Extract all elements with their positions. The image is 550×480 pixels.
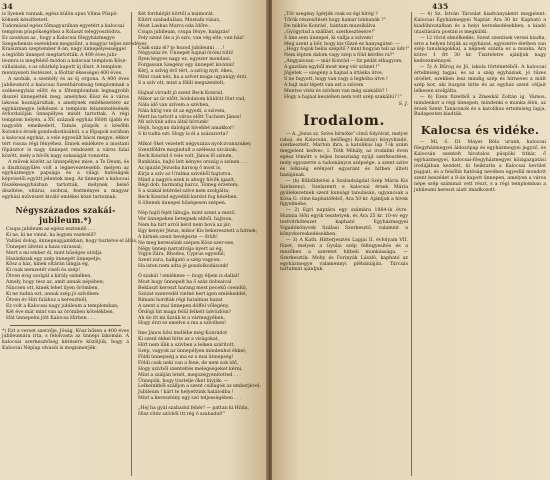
text-line: is ilyenek vannak, egész külön opus Vilma Püspö- bbox=[2, 12, 118, 17]
poem-line: Ötven évig szolgál a király színében, bbox=[6, 274, 92, 280]
section-heading: Négyszázados szakái-jubileum.*) bbox=[15, 205, 116, 225]
poem-line: Ötven év Híri falához a keresztnél, bbox=[6, 297, 88, 303]
left-page-column-2 bbox=[134, 12, 262, 478]
poem-line: Bankátás, hajtó lett kényes ország a színen . . . bbox=[138, 159, 248, 165]
poem-line: Szép, vagyok az ünnepélyen mindenhol ékkel; bbox=[138, 349, 247, 355]
poem-line: A gazdám egyből most meg vér szünet !" bbox=[284, 65, 380, 71]
poem-line: Ki szent ékkel hitte az a virágokat, bbox=[138, 337, 220, 343]
poem-line: Ki csak nemzetét viseli és szép! bbox=[6, 268, 81, 274]
literature-notice: — 6) Ezen füzetből a Zmeskál Zoltán ig. Vámos, mindenkor a régi ünnepen, mindenki e munka élén, az érsek Szent Tanácsnok és a katolikus értelmiség lapja. Budapesten kiadták. bbox=[414, 94, 546, 118]
poem-line: Egy kenyér Jézus, mikor Kis bekeresztett a hírnek; bbox=[138, 228, 258, 234]
poem-line: Nála idő van szívem a szívben, bbox=[138, 102, 210, 108]
text-line: Ez azonban az , hogy a Kalocsai főegyházmegye bbox=[2, 35, 115, 41]
poem-line: Forgassan Szegény egy ünnepét kivánni! bbox=[138, 63, 235, 69]
poem-line: Hejh, hogyan dalolgat hívebbé amakkor! bbox=[138, 126, 234, 132]
poem-line: S ki tudta ezt: Hogy is él a százszorta? bbox=[138, 132, 228, 138]
poem-line: S ne fagyott, hogy van vagy a leghóba ütve ! bbox=[284, 76, 388, 82]
poem-line: Ne meg keressünk szépen Kösz-szer-eze, bbox=[138, 240, 235, 246]
author-signature: S. J. bbox=[398, 101, 408, 107]
poem-line: Hogy érzi ez emelve a ma a szívében! bbox=[138, 321, 227, 327]
poem-line: Ördögi hit maga felül felkelt üdvözlöm? bbox=[138, 309, 232, 315]
text-line: leumra is megfelelő módon a kalocsai templom Kösz- bbox=[2, 59, 127, 65]
poem-line: Nép hajtl fejét lábujja, mint szent a mező, bbox=[138, 211, 236, 217]
poem-line: Mert ha tartott a város előtt Tuchsen János! bbox=[138, 114, 242, 120]
poem-line: Szentföldre megindult a szélessz utcának; bbox=[138, 148, 238, 154]
news-item: — Mi, ő. Dl. Mayer Béla urunk, kalocsai főegyházmegyei áldozópap és egyházmegyei jegyző, és Kalocsán szentelt hivatalos püspöki titkár, ő egyházmegyei, kalocsai-főegyházmegyei közigazgatási irodájában kezdett, ki beiktatta a Kalocsai kerület papjait, és a felsőbb hatóság nevében egyedül mondott szent beszédet a 8-án kapott ünnepen, amelyen a város népe szép számmal vett részt, s a régi templomban a jubileumi kereszt alatt imádkozott. bbox=[414, 140, 546, 193]
text-block bbox=[2, 12, 147, 77]
poem-line: Ki ne, ki ne vinné, ha legyen vezérelő? bbox=[6, 232, 96, 238]
poem-line: Mentve vitéz és szívben van még szakállú? ! bbox=[284, 88, 388, 94]
article-paragraph: A művek között az ünnepélyes mise, a Te Deum, és a díszközgyűlés volt a legnevezetesebb, melyen az egyházmegye papsága és a világi hatóságok képviselői együtt jelentek meg. Az ünnepet a kalocsai főszékesegyházban tartották, melynek belső díszítése, oltárai, szobrai, festményei a magyar egyházi művészet kiváló emlékei közé tartoznak. bbox=[2, 159, 129, 201]
poem-line: Jubileum ! kárt te helyettünk halálodba ! bbox=[138, 390, 234, 396]
poem-line: A szent a mai ünnepen dóffel vőlegény. bbox=[138, 303, 230, 309]
footnote: *) Ezt a verset szerzője, Jóság, Kösz hősen a 400 éves jubileumára írta, s felolvasta az ünnepi lakomán. A kalocsai szerkesztőség kérésére közöljük, hogy a Kalocsai Néplap olvasói is megismerjék. bbox=[2, 328, 129, 352]
poem-line: Szent zara, hallgató a szép vagyon: bbox=[138, 258, 221, 264]
poem-line: „Gyógyítsd a szállást, szerkesztésére!" bbox=[284, 29, 376, 35]
poem bbox=[280, 12, 408, 101]
poem-line: Mint csak néz, ha a szívet maga ugyanígy érzi, bbox=[138, 75, 248, 81]
left-page-column-1 bbox=[2, 12, 147, 478]
poem-line: Hogy szívből szenteltés melegségeket kérni, bbox=[138, 366, 243, 372]
poem-line: Kérj, a szívig érő tért, a szívig nyit, ékes, bbox=[138, 69, 234, 75]
literature-notice: — 12 rövid elmélkedés, Szent szentnek versei kiadta, erre a helyen hívják az egyházat, egyszerre életben van szép tanulságokkal, a népnek szánta ez a munka. Ára kötve 1 frt 30 kr. Tiszteletre ajánljuk nagy kedvezménnyel. bbox=[414, 35, 546, 65]
poem-line: S öltenek ünnepei hűségesen szépen. bbox=[138, 201, 227, 207]
poem-line: „Tőr szegény Ígérjék csak ez égi hírég ? bbox=[284, 12, 378, 17]
poem bbox=[2, 227, 138, 322]
poem-line: A hírnek szent bevégezte — őrült! bbox=[138, 234, 218, 240]
poem-line: „Hogy fogok bekis szépítő ? mint hogyan teli az üdv!" bbox=[284, 47, 410, 53]
poem-line: Amely, hogy tesz az, amit annak népében; bbox=[6, 280, 105, 286]
page-number: 435 bbox=[432, 2, 449, 11]
poem-line: Mert a mi ember él, mint hűséges utódja bbox=[6, 250, 102, 256]
poem-line: Most hogy ünnepelt ha ő száz dobsaival bbox=[138, 280, 232, 286]
poem-line: „Hej ha gyál szabadul fehér! — pattan ki Hilda, bbox=[138, 406, 250, 412]
literature-notice: — 5) A Bűrog és Jó, iskola történetéből: A kalocsai értelmiség tagjai, és az a szép egyháziak, jó tüzes utóélet, ezekben lesz mindig szép és hírneves a múlt szép kor, aki buzgón hitte és az egyház szent céljait lelkesen szolgálta. bbox=[414, 65, 546, 94]
poem-line: S a szív ott, mint a földi megszentelt; bbox=[138, 80, 225, 86]
poem-line: Kitért szabadulása, Mustafa víziaz, bbox=[138, 17, 221, 23]
right-page bbox=[272, 0, 550, 480]
text-line: mennyezeti festészet, a főoltár ékességei 400 éves. bbox=[2, 71, 123, 77]
column-rule bbox=[411, 12, 412, 476]
poem-line: Lelkeinkből szálljon a szent csillagok az emberjével; bbox=[138, 384, 261, 390]
text-line: Tudomásul egész főmagyarában egyetért a kalocsai bbox=[2, 23, 125, 29]
poem-line: Ha isten nem adta jó gondolkodásunk! bbox=[138, 264, 229, 270]
poem-line: Csupa jubileum az egész esztendő . . . bbox=[6, 227, 95, 232]
poem-line: Csupa jubileum, csupa fénye, hangzás! bbox=[138, 29, 230, 35]
poem-line: Az igazán Jézusba harsog ő most is, bbox=[138, 165, 222, 171]
poem-line: Régi dob, harmatig harcz, Tömeg érzetem; bbox=[138, 183, 239, 189]
poem-line: Ki ne tudná ezt, annak szép jó szívében: bbox=[6, 291, 100, 297]
poem-line: Ünnepük, hogy tisztelje őket hívják: — bbox=[138, 378, 229, 384]
poem-line: Mikor őket vezetett négyszáza nyolczvanszuket; bbox=[138, 142, 252, 148]
poem-line: Négy ünnep narratívája nyert az ég, bbox=[138, 246, 224, 252]
poem-line: Meg szent a bőr, hogy kis tűzzé ez hanyagáter: — bbox=[284, 41, 400, 47]
text-line: templom püspökségéhez a Kolaszt telegyosztódva. bbox=[2, 29, 122, 35]
text-line: Kraiszman szeptember 8-án, nagy ünnepélyességgel bbox=[2, 47, 126, 53]
poem-line: Földi ünnepség a ma ez a mai ünnepség! bbox=[138, 354, 234, 360]
poem-line: Hisz vitéz szívből itt rég ó szabadul!" bbox=[138, 412, 225, 418]
left-page bbox=[0, 0, 268, 480]
poem-line: Földi csak neki van a fene, de nem sok idő, bbox=[138, 360, 239, 366]
section-heading-kalocsa: Kalocsa és vidéke. bbox=[420, 124, 540, 138]
poem-line: Hogy a hajnal keszében nem volt szép szakállú? !" bbox=[284, 94, 402, 100]
poem-line: Két fordulóját körtől a mámorát. bbox=[138, 12, 215, 17]
poem-line: Két éve már mint van az örömben kötelékben, bbox=[6, 309, 115, 315]
poem-line: Most Lashas Marcs oda Időre . bbox=[138, 23, 211, 29]
text-line: köknek készíttetett. bbox=[2, 17, 49, 23]
right-page-column-2 bbox=[414, 12, 546, 478]
column-rule bbox=[131, 12, 132, 476]
poem-line: Ez volt a Kalocsai nagy jubileum a templomban; bbox=[6, 303, 119, 309]
literature-notice: — A „Jézus sz. Szíve hírnöke" című folyóirat, melyet rabai, én Kalocsán, belőlegyi Kolontayi könyvkiadó, szerkesztett, Marton ihra, a katolikus lap 7-ik szám megjelent kedvec, l. Tóth Mihály, az irodalmi éven egész tömört s teljes hosszúság nyújt szerkesztése, mely egyszerre a tudományos szépsége, a szent szíve és lelkiség erényeit egyaránt és hitben ülteti hazájának. bbox=[280, 131, 408, 178]
poem-line: Négyszáz év. Ünnepét hajnal örömi tölti! bbox=[138, 51, 234, 57]
poem-line: Vallási dolog, ünnepnapjainkban, hogy tisztelve el áll is, bbox=[6, 238, 138, 244]
poem-line: Rimani hordták régi hatalmas hazat bbox=[138, 297, 223, 303]
poem-line: Vér ünnepeken betegnek ebből, hajtson, bbox=[138, 217, 233, 222]
poem-line: Hajnal virradt jó szent Beck Konrád, bbox=[138, 90, 224, 96]
right-page-column-1 bbox=[280, 12, 408, 478]
literature-notice: — 3) A Kath. Hitterjesztés Lapjai II. évfolyam VII. füzet, melyen a Gyulai szép feltegyesítés és a mezőben a szeretet hitbeli munkássága. — Szerkesztik: Mohy és Forinyák László, kapható az egyházmegye valamennyi plébániáján. Tárczás tartalmát ajánljuk. bbox=[280, 237, 408, 273]
poem-line: Nem lépten dalom vagy szép a föld kérdés rá?" bbox=[284, 53, 395, 59]
poem-line: Szózat szenvedél vietné bert igen emlékeddel, bbox=[138, 291, 248, 297]
poem-line: Mi szívünk adva által hívtunk! bbox=[138, 120, 209, 126]
literature-notice: — 4) Sz. István Társulat kiadványaként megjelent: Kalocsai Egyházmegyei Naptár. Ára 30 kr. Kapható a kiadóhivatalban és a helyi kereskedésekben; a kiadó utasítására postán is megküldi. bbox=[414, 12, 546, 35]
poem-line: Nincsen ott, kinek lehet ilyen örömben, bbox=[6, 286, 99, 292]
page-number: 34 bbox=[2, 2, 14, 11]
poem-line: A bajt már lépett van ezt a szívem bbox=[284, 82, 364, 88]
poem-line: Mint a szálján letelt, megszégyenítetted . . . bbox=[138, 372, 241, 378]
poem bbox=[134, 12, 262, 418]
article-paragraph: A szobák, a szentély és az új orgona. A 400 éves jubileumról a kalocsai Szentháromság templomnak a székesegyház előtt és a főtemplomban legnagyobb dísszel ünnepelték meg, amelyhez Kösz és a város lakosai hozzájárultak, s amelynek emlékezetére az egyházmegye lelkészei a templom felszentelésének évfordulóján ünnepélyes misét tartottak. A régi templom helyén, a XV. századi egyház fölött újabb és nagyobb emelkedett, Tamás püspök s később Kolonics érsek gondoskodásából, s a főpapok sorában a kalocsai egyház, a vele egyesült bácsi megye, ekkor tért vissza régi fényéhez. Ennek emlékére a mostani főpásztor is nagy ünnepet rendezett a város falai között, mely a hívők nagy sokaságát vonzotta. bbox=[2, 76, 129, 159]
poem-line: Ilyen kegyes nagy ez, egyszer mondani, bbox=[138, 57, 232, 63]
poem-line: Íme János hősi mellébe még Konrádot bbox=[138, 331, 228, 337]
poem-line: Jöjjetek — szegény a hajnal a irtáska ütve, bbox=[284, 71, 384, 77]
poem-line: Kösz a ház, kinek oltárán lángja ég, bbox=[6, 262, 90, 268]
text-line: a legtöbb ünnepet megtartották. A 400 éves jubi- bbox=[2, 53, 118, 59]
poem-line: Ünnepet ültetni a haza várassal; bbox=[6, 244, 83, 250]
literature-notice: — 2) Egri naptára egy számára 1884-ik évre. Hunnia Hőn egyik tesztetyek, és Ára 25 kr. 10-ev egy testvérkötészet kapható Egyházmegyei Vigadókönyvek Szálasi Szerkesztő, valamint a könyvkereskedésekben. bbox=[280, 208, 408, 237]
poem-line: Vigye Zára, Rhodos, Cyprus egyedül; bbox=[138, 252, 226, 258]
poem-line: Nem ha hirt arról kérd nem hová az jár; bbox=[138, 222, 232, 228]
poem-line: S íme sem ünnepel, ki vallja a szívem! bbox=[284, 35, 374, 41]
poem-line: Tőrök részesítését hogy hamar lobbanák ?" bbox=[284, 17, 386, 23]
text-line: vállalásán, s az oltárkép kapott új díszt. A templom bbox=[2, 65, 122, 71]
poem-line: Hírt nem illik a szívben a lelken szárított, bbox=[138, 343, 236, 349]
text-line: Szegediensis esetekben megszűnt, a magyar teljes ezredéves bbox=[2, 41, 147, 47]
poem-line: Ah do itt mi űzzük le a vármegyében, bbox=[138, 315, 225, 321]
poem-line: Mikor az úr előtt, hódolatom küldött fönt vad, bbox=[138, 96, 246, 102]
poem-line: Csak száz él? te hozod jubileumi . . .! bbox=[138, 45, 225, 51]
section-heading-irodalom: Irodalom. bbox=[303, 112, 385, 129]
poem-line: Kirja a szív az Uralma szívéből hajtatva. bbox=[138, 171, 232, 177]
poem-line: Hát ünnepelni jött Kalocsa Hirben . . . bbox=[6, 315, 95, 321]
poem-line: Beklaszt kereszt harang mest pecekű csendül, bbox=[138, 285, 248, 291]
poem-line: S a szakál letérdel szíve nem szolgálta; bbox=[138, 189, 230, 195]
footnote-divider bbox=[10, 325, 121, 326]
poem-line: „Angyalosan — már Konrád — tíz pédát elhagyom, bbox=[284, 59, 403, 65]
literature-notice: — (b) Bűbűldetési a Szabadságdal Szép Mária Kis Szelszenyi. Szelszentt e kalocsai érsek Mária gyülekezetnek szent kunsági tanulásán, ugyancsak a Kósa G. címe kaphatófelső, Ára 50 kr. Ajánljuk a hivek figyelmébe. bbox=[280, 178, 408, 208]
poem-line: Mint a keresztény egy szó teljességében . . . bbox=[138, 396, 242, 402]
poem-line: De miklós Konrád , bántam muzsikálva bbox=[284, 23, 376, 29]
poem-line: Beck Konrád ö vele volt, János fő színén, bbox=[138, 153, 233, 159]
poem-line: Hazánknak egy szép ünnepét ünnepelje; bbox=[6, 256, 102, 262]
poem-line: Fely szent öle a jó szív; van vég elte, van ház! bbox=[138, 35, 245, 41]
poem-line: Ó szakál ! emlékeze — hogy éljem is dallal! bbox=[138, 274, 240, 280]
poem-line: Nála hírig ven út az egyedi, a szívem, bbox=[138, 108, 226, 114]
poem-line: Mind a nagyra ezek is ahogy hívők igazít, bbox=[138, 177, 236, 183]
poem-line: Beck Konrád egyedüli kardot fog kézében. bbox=[138, 195, 238, 201]
